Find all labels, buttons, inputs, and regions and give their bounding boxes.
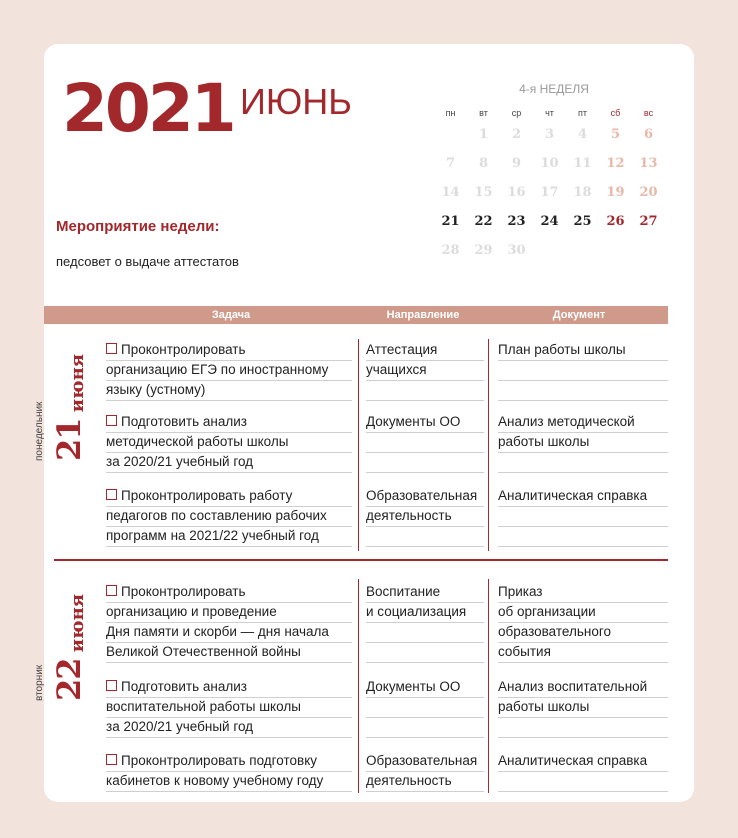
task-cell <box>106 583 352 663</box>
document-cell <box>498 487 668 547</box>
calendar-day: 15 <box>474 185 493 200</box>
day-section <box>34 571 694 803</box>
day-label-rotated <box>34 341 88 461</box>
column-divider <box>358 339 359 551</box>
calendar-day: 25 <box>573 214 592 229</box>
document-cell-line <box>498 643 668 663</box>
task-cell-text: Великой Отечественной войны <box>106 644 301 659</box>
task-cell-text: организацию и проведение <box>106 604 277 619</box>
direction-cell <box>366 678 484 738</box>
column-header-document: Документ <box>552 309 606 321</box>
day-weekday: вторник <box>34 664 45 701</box>
calendar-day: 10 <box>540 156 559 171</box>
document-cell-line <box>498 341 668 361</box>
task-cell-text: Проконтролировать подготовку <box>121 753 318 768</box>
document-cell-text: события <box>498 644 551 659</box>
document-cell-text: Приказ <box>498 584 543 599</box>
direction-cell-line <box>366 361 484 381</box>
direction-cell-line <box>366 583 484 603</box>
direction-cell-line <box>366 698 484 718</box>
direction-cell-line <box>366 507 484 527</box>
task-cell-line <box>106 341 352 361</box>
checkbox-icon[interactable] <box>106 415 117 426</box>
task-cell-line <box>106 678 352 698</box>
document-cell-line <box>498 583 668 603</box>
task-cell-text: программ на 2021/22 учебный год <box>106 528 319 543</box>
document-cell-line <box>498 381 668 401</box>
day-label <box>34 341 98 461</box>
calendar-day: 16 <box>507 185 526 200</box>
task-cell-line <box>106 772 352 792</box>
weekday-label: сб <box>610 108 621 118</box>
direction-cell-line <box>366 623 484 643</box>
task-cell-text: педагогов по составлению рабочих <box>106 508 327 523</box>
table-header <box>44 306 668 324</box>
document-cell <box>498 752 668 792</box>
calendar-day: 28 <box>441 243 460 258</box>
direction-cell-text: деятельность <box>366 773 452 788</box>
calendar-day: 27 <box>639 214 658 229</box>
document-cell-line <box>498 507 668 527</box>
task-cell-line <box>106 623 352 643</box>
day-label <box>34 581 98 701</box>
planner-card <box>34 44 694 802</box>
task-cell <box>106 678 352 738</box>
column-divider <box>488 339 489 551</box>
day-divider <box>54 559 668 561</box>
task-cell-text: за 2020/21 учебный год <box>106 454 254 469</box>
calendar-day: 14 <box>441 185 460 200</box>
document-cell-line <box>498 623 668 643</box>
calendar-day <box>566 236 599 265</box>
task-cell-text: Дня памяти и скорби — дня начала <box>106 624 329 639</box>
weekday-label: чт <box>545 108 554 118</box>
direction-cell-line <box>366 413 484 433</box>
calendar-day: 24 <box>540 214 559 229</box>
document-cell-line <box>498 527 668 547</box>
calendar-day: 9 <box>511 156 522 171</box>
direction-cell-text: Воспитание <box>366 584 441 599</box>
year-title: 2021 <box>62 70 234 147</box>
calendar-day: 30 <box>507 243 526 258</box>
document-cell-text: Аналитическая справка <box>498 488 648 503</box>
calendar-day: 6 <box>643 127 654 142</box>
calendar-day: 4 <box>577 127 588 142</box>
task-cell <box>106 341 352 401</box>
document-cell <box>498 583 668 663</box>
column-divider <box>488 579 489 793</box>
task-cell-line <box>106 583 352 603</box>
column-header-task: Задача <box>211 309 251 321</box>
document-cell-text: План работы школы <box>498 342 626 357</box>
calendar-week-row <box>434 120 666 149</box>
direction-cell-line <box>366 752 484 772</box>
direction-cell-line <box>366 341 484 361</box>
direction-cell-text: Образовательная <box>366 753 478 768</box>
document-cell-text: работы школы <box>498 699 590 714</box>
direction-cell-text: Аттестация <box>366 342 438 357</box>
direction-cell-line <box>366 643 484 663</box>
calendar-week-row <box>434 236 666 265</box>
calendar-day: 3 <box>544 127 555 142</box>
calendar-day: 2 <box>511 127 522 142</box>
calendar-day: 17 <box>540 185 559 200</box>
task-cell-text: методической работы школы <box>106 434 289 449</box>
column-header-direction: Направление <box>386 309 460 321</box>
weekday-label: пт <box>578 108 587 118</box>
task-cell-text: кабинетов к новому учебному году <box>106 773 324 788</box>
calendar-week-row <box>434 178 666 207</box>
direction-cell-text: учащихся <box>366 362 427 377</box>
direction-cell <box>366 487 484 547</box>
calendar-day: 21 <box>441 214 460 229</box>
checkbox-icon[interactable] <box>106 680 117 691</box>
direction-cell-text: деятельность <box>366 508 452 523</box>
day-weekday: понедельник <box>34 401 45 461</box>
calendar-day: 26 <box>606 214 625 229</box>
document-cell-text: Анализ воспитательной <box>498 679 648 694</box>
weekday-label: пн <box>445 108 456 118</box>
month-title: ИЮНЬ <box>240 81 352 122</box>
direction-cell-text: Документы ОО <box>366 679 461 694</box>
document-cell <box>498 341 668 401</box>
calendar-day: 19 <box>606 185 625 200</box>
task-cell-line <box>106 527 352 547</box>
document-cell <box>498 413 668 473</box>
document-cell-line <box>498 487 668 507</box>
calendar-day <box>434 120 467 149</box>
task-cell-text: Подготовить анализ <box>121 679 247 694</box>
task-cell-line <box>106 381 352 401</box>
calendar-day: 18 <box>573 185 592 200</box>
direction-cell-line <box>366 453 484 473</box>
weekday-label: вт <box>479 108 488 118</box>
direction-cell-line <box>366 527 484 547</box>
task-cell-line <box>106 453 352 473</box>
direction-cell-line <box>366 603 484 623</box>
task-cell-line <box>106 698 352 718</box>
calendar-day: 12 <box>606 156 625 171</box>
direction-cell-line <box>366 718 484 738</box>
document-cell-line <box>498 413 668 433</box>
direction-cell-text: Образовательная <box>366 488 478 503</box>
document-cell-text: работы школы <box>498 434 590 449</box>
checkbox-icon[interactable] <box>106 343 117 354</box>
task-cell-text: языку (устному) <box>106 382 206 397</box>
document-cell-line <box>498 752 668 772</box>
task-cell-line <box>106 487 352 507</box>
task-cell-text: Проконтролировать работу <box>121 488 293 503</box>
document-cell-text: образовательного <box>498 624 611 639</box>
direction-cell <box>366 413 484 473</box>
document-cell-line <box>498 361 668 381</box>
event-of-week-text: педсовет о выдаче аттестатов <box>56 254 239 269</box>
direction-cell <box>366 341 484 401</box>
task-cell-line <box>106 433 352 453</box>
document-cell-line <box>498 678 668 698</box>
task-cell-text: воспитательной работы школы <box>106 699 301 714</box>
day-number: 22 <box>50 658 88 701</box>
direction-cell-line <box>366 381 484 401</box>
direction-cell-line <box>366 433 484 453</box>
task-cell-text: за 2020/21 учебный год <box>106 719 254 734</box>
task-cell-text: Проконтролировать <box>121 584 246 599</box>
direction-cell <box>366 583 484 663</box>
weekday-row <box>434 106 666 120</box>
checkbox-icon[interactable] <box>106 754 117 765</box>
column-divider <box>358 579 359 793</box>
task-cell-line <box>106 361 352 381</box>
document-cell-text: Анализ методической <box>498 414 635 429</box>
task-cell-line <box>106 718 352 738</box>
document-cell-line <box>498 718 668 738</box>
document-cell-line <box>498 772 668 792</box>
document-cell <box>498 678 668 738</box>
calendar-day: 11 <box>573 156 592 171</box>
calendar-day: 20 <box>639 185 658 200</box>
task-cell-line <box>106 603 352 623</box>
task-cell-text: организацию ЕГЭ по иностранному <box>106 362 329 377</box>
calendar-day <box>599 236 632 265</box>
direction-cell <box>366 752 484 792</box>
direction-cell-line <box>366 678 484 698</box>
document-cell-line <box>498 433 668 453</box>
direction-cell-line <box>366 487 484 507</box>
weekday-label: ср <box>511 108 522 118</box>
checkbox-icon[interactable] <box>106 489 117 500</box>
calendar-day: 5 <box>610 127 621 142</box>
direction-cell-text: и социализация <box>366 604 467 619</box>
mini-calendar <box>434 106 666 265</box>
task-cell <box>106 752 352 792</box>
calendar-day <box>533 236 566 265</box>
calendar-week-row <box>434 207 666 236</box>
day-month: июня <box>67 353 88 419</box>
task-cell-line <box>106 413 352 433</box>
checkbox-icon[interactable] <box>106 585 117 596</box>
task-cell-line <box>106 752 352 772</box>
calendar-day: 29 <box>474 243 493 258</box>
calendar-week-row <box>434 149 666 178</box>
document-cell-text: Аналитическая справка <box>498 753 648 768</box>
task-cell-line <box>106 643 352 663</box>
calendar-day: 8 <box>478 156 489 171</box>
document-cell-line <box>498 698 668 718</box>
task-cell <box>106 413 352 473</box>
calendar-day: 1 <box>478 127 489 142</box>
task-cell <box>106 487 352 547</box>
day-month: июня <box>67 593 88 659</box>
task-cell-text: Проконтролировать <box>121 342 246 357</box>
document-cell-line <box>498 603 668 623</box>
week-label: 4-я НЕДЕЛЯ <box>519 82 589 96</box>
task-cell-line <box>106 507 352 527</box>
calendar-day: 13 <box>639 156 658 171</box>
day-label-rotated <box>34 581 88 701</box>
direction-cell-text: Документы ОО <box>366 414 461 429</box>
direction-cell-line <box>366 772 484 792</box>
document-cell-line <box>498 453 668 473</box>
weekday-label: вс <box>643 108 654 118</box>
event-of-week-title: Мероприятие недели: <box>56 218 220 235</box>
calendar-day: 22 <box>474 214 493 229</box>
task-cell-text: Подготовить анализ <box>121 414 247 429</box>
calendar-day: 7 <box>445 156 456 171</box>
document-cell-text: об организации <box>498 604 596 619</box>
calendar-day <box>632 236 665 265</box>
calendar-day: 23 <box>507 214 526 229</box>
day-section <box>34 331 694 561</box>
day-number: 21 <box>50 418 88 461</box>
